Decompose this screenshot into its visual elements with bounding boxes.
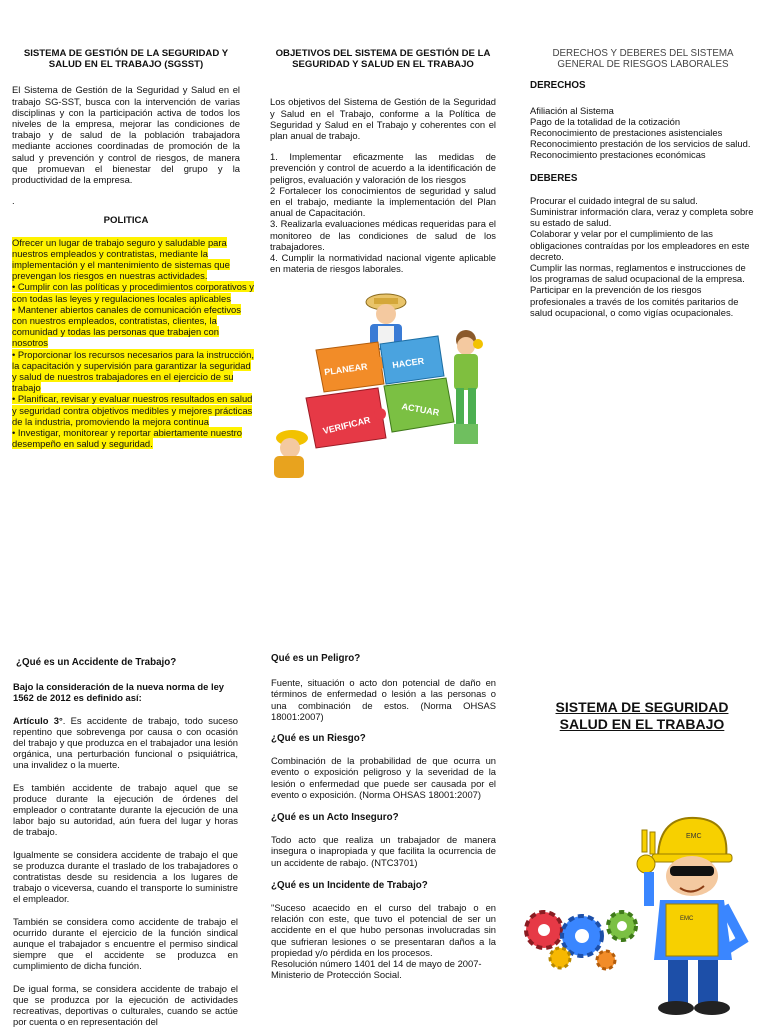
worker-left-figure xyxy=(274,430,308,478)
politica-list xyxy=(12,237,257,450)
sgsst-title: SISTEMA DE GESTIÓN DE LA SEGURIDAD Y SALUD EN EL TRABAJO (SGSST) xyxy=(23,48,229,71)
articulo-label: Artículo 3° xyxy=(13,714,63,726)
puzzle-verificar xyxy=(306,388,386,448)
incidente-answer: "Suceso acaecido en el curso del trabajo o en relación con este, que tuvo el potencial de ser un accidente en el que hubo personas involucradas sin que sufrieran lesiones o se presentaran daños a la propiedad y/o pérdida en los procesos. xyxy=(271,902,496,958)
politica-item: • Planificar, revisar y evaluar nuestros resultados en salud y seguridad contra objetivos medibles y mejores prácticas de la industria, promoviendo la mejora continua xyxy=(12,393,253,427)
accidente-question: ¿Qué es un Accidente de Trabajo? xyxy=(16,657,177,668)
riesgo-answer: Combinación de la probabilidad de que ocurra un evento o exposición peligroso y la severidad de la lesión o enfermedad que puede ser causada por el evento o exposición. (Norma OHSAS 18001:2007) xyxy=(271,755,496,800)
vest-logo: EMC xyxy=(680,916,694,922)
sgsst-intro: El Sistema de Gestión de la Seguridad y Salud en el trabajo SG-SST, busca con la intervención de varias disciplinas y con la participación activa de todos los niveles de la empresa, mejorar las condiciones de trabajo y de salud de la población trabajadora mediante acciones coordinadas de promoción de la salud y prevención y control de riesgos, de manera que promuevan el bienestar del grupo y la productividad de la empresa. xyxy=(12,84,240,186)
incidente-resolucion: Resolución número 1401 del 14 de mayo de 2007- Ministerio de Protección Social. xyxy=(271,958,482,981)
politica-item: • Investigar, monitorear y reportar abiertamente nuestro desempeño en salud y seguridad. xyxy=(12,427,242,450)
cover-title xyxy=(542,699,742,733)
cover-title-line1: SISTEMA DE SEGURIDAD xyxy=(555,699,729,715)
objetivo-item: 4. Cumplir la normatividad nacional vigente aplicable en materia de riesgos laborales. xyxy=(270,252,496,275)
deber-item: Colaborar y velar por el cumplimiento de las obligaciones contraídas por los empleadores en este decreto. xyxy=(530,228,750,262)
helmet-logo: EMC xyxy=(686,833,702,840)
deber-item: Procurar el cuidado integral de su salud. xyxy=(530,194,698,206)
deber-item: Cumplir las normas, reglamentos e instrucciones de los programas de salud ocupacional de la empresa. xyxy=(530,262,746,285)
deber-item: Suministrar información clara, veraz y completa sobre su estado de salud. xyxy=(530,206,754,229)
col-sgsst xyxy=(12,48,254,450)
derecho-item: Afiliación al Sistema xyxy=(530,104,614,116)
objetivos-intro: Los objetivos del Sistema de Gestión de la Seguridad y Salud en el Trabajo, conforme a la Política de Seguridad y Salud en el Trabajo y coherentes con el plan anual de trabajo. xyxy=(270,96,496,142)
riesgo-question: ¿Qué es un Riesgo? xyxy=(271,733,366,745)
cover-title-line2: SALUD EN EL TRABAJO xyxy=(559,716,725,732)
politica-item: Ofrecer un lugar de trabajo seguro y saludable para nuestros empleados y contratistas, mediante la implementación y el mantenimiento de sistemas que prevengan los riesgos en nuestras actividades. xyxy=(12,236,230,282)
accidente-articulo xyxy=(13,715,238,771)
objetivo-item: 1. Implementar eficazmente las medidas de prevención y control de acuerdo a la identificación de peligros, evaluación y valoración de los riesgos xyxy=(270,151,496,185)
worker-right-figure xyxy=(454,330,483,444)
col-derechos-deberes xyxy=(530,48,756,318)
incidente-question: ¿Qué es un Incidente de Trabajo? xyxy=(271,879,428,891)
politica-item: • Proporcionar los recursos necesarios para la instrucción, la capacitación y supervisión para garantizar la seguridad y salud de nuestros trabajadores en el ejercicio de su trabajo xyxy=(12,348,254,394)
derechos-deberes-title: DERECHOS Y DEBERES DEL SISTEMA GENERAL DE RIESGOS LABORALES xyxy=(552,48,734,71)
deberes-title: DEBERES xyxy=(530,172,578,184)
politica-item: • Mantener abiertos canales de comunicación efectivos con nuestros empleados, contratistas, clientes, la comunidad y todas las personas que trabajen con nosotros xyxy=(12,303,241,349)
derechos-title: DERECHOS xyxy=(530,80,586,92)
politica-item: • Cumplir con las políticas y procedimientos corporativos y con todas las leyes y regulaciones locales aplicables xyxy=(12,281,254,304)
derecho-item: Reconocimiento de prestaciones asistenciales xyxy=(530,127,723,139)
puzzle-planear xyxy=(316,342,386,392)
puzzle-hacer-label: HACER xyxy=(391,355,425,371)
objetivos-list xyxy=(270,151,496,274)
sgsst-dot: . xyxy=(12,195,15,207)
col-objetivos xyxy=(270,48,496,274)
deberes-list xyxy=(530,195,756,318)
worker-cover-figure xyxy=(637,818,742,1015)
accidente-p5: De igual forma, se considera accidente de trabajo el que se produzca por la ejecución de actividades recreativas, deportivas o culturales, cuando se actúe por cuenta o en representación del xyxy=(13,982,238,1027)
acto-inseguro-answer: Todo acto que realiza un trabajador de manera insegura o inapropiada y que facilita la ocurrencia de un accidente de rabajo. (NTC3701) xyxy=(271,834,496,868)
derechos-list xyxy=(530,105,756,161)
politica-title: POLITICA xyxy=(103,215,149,227)
accidente-p3: Igualmente se considera accidente de trabajo el que se produzca durante el traslado de los trabajadores o contratistas desde su residencia a los lugares de trabajo o viceversa, cuando el transporte lo suministre el empleador. xyxy=(13,848,238,905)
derecho-item: Reconocimiento prestaciones económicas xyxy=(530,149,706,161)
accidente-p4: También se considera como accidente de trabajo el ocurrido durante el ejercicio de la función sindical aunque el trabajador s encuentre el permiso sindical siempre que el accidente se produzca en cumplimiento de dicha función. xyxy=(13,915,238,972)
accidente-ley: Bajo la consideración de la nueva norma de ley 1562 de 2012 es definido así: xyxy=(13,681,225,704)
puzzle-actuar xyxy=(384,378,454,432)
accidente-p2: Es también accidente de trabajo aquel que se produce durante la ejecución de órdenes del empleador o contratante durante la ejecución de una labor bajo su autoridad, aún fuera del lugar y horas de trabajo. xyxy=(13,781,238,838)
safety-worker-illustration xyxy=(520,810,760,1018)
peligro-question: Qué es un Peligro? xyxy=(271,653,361,664)
objetivo-item: 2 Fortalecer los conocimientos de seguridad y salud en el trabajo, mediante la implementación del Plan anual de Capacitación. xyxy=(270,184,496,219)
puzzle-hacer xyxy=(380,336,444,384)
peligro-answer: Fuente, situación o acto don potencial de daño en términos de enfermedad o lesión a las personas o una combinación de estos. (Norma OHSAS 18001:2007) xyxy=(271,677,496,722)
articulo-text: . Es accidente de trabajo, todo suceso repentino que sobrevenga por causa o con ocasión del trabajo y que produzca en el trabajador una lesión orgánica, una perturbación funcional o psiquiátrica, una invalidez o la muerte. xyxy=(13,714,238,771)
puzzle-verificar-label: VERIFICAR xyxy=(321,414,372,437)
objetivos-title: OBJETIVOS DEL SISTEMA DE GESTIÓN DE LA SEGURIDAD Y SALUD EN EL TRABAJO xyxy=(275,48,491,71)
col-definiciones xyxy=(271,653,496,980)
derecho-item: Pago de la totalidad de la cotización xyxy=(530,115,681,127)
gears-icon xyxy=(526,912,636,969)
phva-puzzle-illustration xyxy=(268,288,498,478)
acto-inseguro-question: ¿Qué es un Acto Inseguro? xyxy=(271,812,399,824)
puzzle-actuar-label: ACTUAR xyxy=(400,401,441,418)
objetivo-item: 3. Realizarla evaluaciones médicas requeridas para el monitoreo de las condiciones de salud de los trabajadores. xyxy=(270,218,496,252)
derecho-item: Reconocimiento prestación de los servicios de salud. xyxy=(530,138,751,150)
puzzle-planear-label: PLANEAR xyxy=(323,361,369,378)
col-accidente xyxy=(13,657,238,1027)
deber-item: Participar en la prevención de los riesgos profesionales a través de los comités paritarios de salud ocupacional, o como vigías ocupacionales. xyxy=(530,284,739,318)
